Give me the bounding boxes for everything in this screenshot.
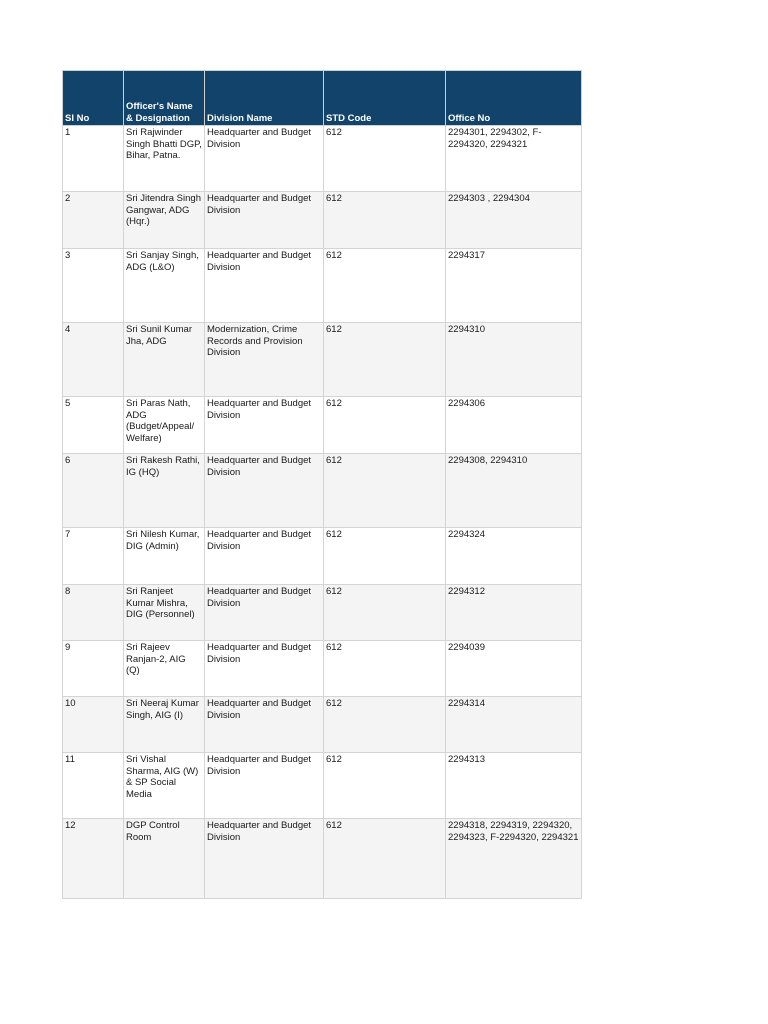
office-no-cell: 2294306 [446,397,582,454]
sl-no-cell: 6 [63,454,124,528]
sl-no-cell: 11 [63,753,124,819]
column-header-division: Division Name [205,71,324,126]
division-cell: Headquarter and Budget Division [205,697,324,753]
officer-cell: Sri Paras Nath, ADG (Budget/Appeal/ Welfare) [124,397,205,454]
sl-no-cell: 7 [63,528,124,585]
officer-cell: Sri Rakesh Rathi, IG (HQ) [124,454,205,528]
table-row [63,249,582,323]
officer-contact-table-container [62,70,581,899]
table-row [63,819,582,899]
sl-no-cell: 12 [63,819,124,899]
office-no-cell: 2294310 [446,323,582,397]
column-header-sl-no: SI No [63,71,124,126]
division-cell: Modernization, Crime Records and Provision Division [205,323,324,397]
division-cell: Headquarter and Budget Division [205,397,324,454]
office-no-cell: 2294303 , 2294304 [446,192,582,249]
column-header-officer: Officer's Name & Designation [124,71,205,126]
sl-no-cell: 10 [63,697,124,753]
table-row [63,753,582,819]
std-code-cell: 612 [324,641,446,697]
officer-cell: Sri Nilesh Kumar, DIG (Admin) [124,528,205,585]
std-code-cell: 612 [324,697,446,753]
division-cell: Headquarter and Budget Division [205,585,324,641]
division-cell: Headquarter and Budget Division [205,454,324,528]
std-code-cell: 612 [324,819,446,899]
division-cell: Headquarter and Budget Division [205,126,324,192]
division-cell: Headquarter and Budget Division [205,528,324,585]
sl-no-cell: 3 [63,249,124,323]
table-row [63,323,582,397]
sl-no-cell: 1 [63,126,124,192]
officer-cell: Sri Ranjeet Kumar Mishra, DIG (Personnel) [124,585,205,641]
sl-no-cell: 4 [63,323,124,397]
office-no-cell: 2294314 [446,697,582,753]
std-code-cell: 612 [324,323,446,397]
sl-no-cell: 2 [63,192,124,249]
office-no-cell: 2294317 [446,249,582,323]
sl-no-cell: 9 [63,641,124,697]
sl-no-cell: 8 [63,585,124,641]
std-code-cell: 612 [324,753,446,819]
table-row [63,126,582,192]
division-cell: Headquarter and Budget Division [205,249,324,323]
division-cell: Headquarter and Budget Division [205,641,324,697]
division-cell: Headquarter and Budget Division [205,192,324,249]
table-row [63,528,582,585]
std-code-cell: 612 [324,585,446,641]
column-header-office-no: Office No [446,71,582,126]
officer-cell: Sri Neeraj Kumar Singh, AIG (I) [124,697,205,753]
std-code-cell: 612 [324,126,446,192]
division-cell: Headquarter and Budget Division [205,819,324,899]
column-header-std-code: STD Code [324,71,446,126]
officer-cell: Sri Jitendra Singh Gangwar, ADG (Hqr.) [124,192,205,249]
office-no-cell: 2294312 [446,585,582,641]
std-code-cell: 612 [324,249,446,323]
table-row [63,641,582,697]
office-no-cell: 2294039 [446,641,582,697]
officer-cell: Sri Sunil Kumar Jha, ADG [124,323,205,397]
table-header [63,71,582,126]
std-code-cell: 612 [324,192,446,249]
division-cell: Headquarter and Budget Division [205,753,324,819]
std-code-cell: 612 [324,397,446,454]
table-body [63,126,582,899]
office-no-cell: 2294301, 2294302, F-2294320, 2294321 [446,126,582,192]
table-row [63,397,582,454]
officer-cell: Sri Sanjay Singh, ADG (L&O) [124,249,205,323]
table-row [63,585,582,641]
office-no-cell: 2294313 [446,753,582,819]
officer-cell: Sri Vishal Sharma, AIG (W) & SP Social Media [124,753,205,819]
officer-cell: DGP Control Room [124,819,205,899]
header-row [63,71,582,126]
office-no-cell: 2294324 [446,528,582,585]
sl-no-cell: 5 [63,397,124,454]
table-row [63,454,582,528]
officer-cell: Sri Rajwinder Singh Bhatti DGP, Bihar, Patna. [124,126,205,192]
std-code-cell: 612 [324,528,446,585]
office-no-cell: 2294308, 2294310 [446,454,582,528]
std-code-cell: 612 [324,454,446,528]
officer-cell: Sri Rajeev Ranjan-2, AIG (Q) [124,641,205,697]
table-row [63,192,582,249]
office-no-cell: 2294318, 2294319, 2294320, 2294323, F-2294320, 2294321 [446,819,582,899]
officer-contact-table [62,70,582,899]
table-row [63,697,582,753]
